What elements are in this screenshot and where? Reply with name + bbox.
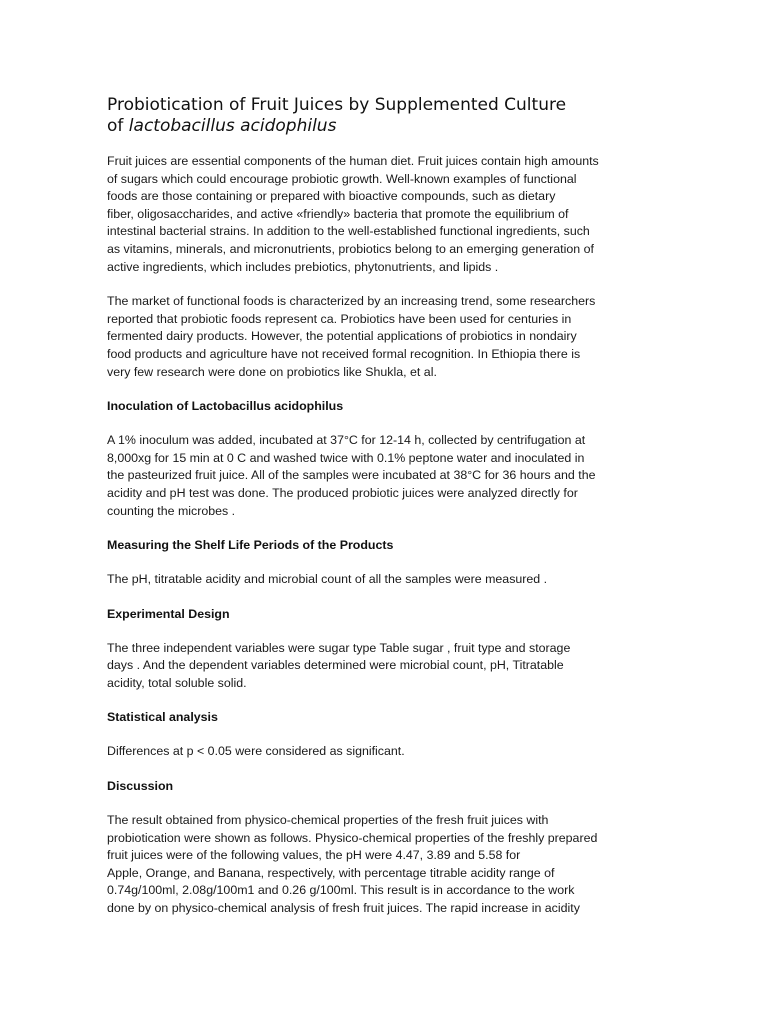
text-line: days . And the dependent variables determined were microbial count, pH, Titratable bbox=[107, 658, 564, 673]
title-line-2 bbox=[107, 116, 659, 137]
text-line: very few research were done on probiotics like Shukla, et al. bbox=[107, 364, 437, 379]
heading-shelf-life: Measuring the Shelf Life Periods of the Products bbox=[107, 538, 394, 553]
text-line: active ingredients, which includes prebiotics, phytonutrients, and lipids . bbox=[107, 259, 499, 274]
market-paragraph bbox=[107, 293, 659, 381]
heading-inoculation: Inoculation of Lactobacillus acidophilus bbox=[107, 399, 344, 414]
text-line: 0.74g/100ml, 2.08g/100m1 and 0.26 g/100ml. This result is in accordance to the work bbox=[107, 883, 575, 898]
text-line: probiotication were shown as follows. Physico-chemical properties of the freshly prepared bbox=[107, 830, 598, 845]
text-line: Fruit juices are essential components of the human diet. Fruit juices contain high amounts bbox=[107, 154, 599, 168]
document-content bbox=[107, 95, 659, 935]
design-paragraph bbox=[107, 640, 659, 693]
text-line: reported that probiotic foods represent ca. Probiotics have been used for centuries in bbox=[107, 311, 572, 326]
heading-statistical-analysis: Statistical analysis bbox=[107, 710, 218, 725]
text-line: intestinal bacterial strains. In addition to the well-established functional ingredients, such bbox=[107, 224, 590, 239]
text-line: The pH, titratable acidity and microbial count of all the samples were measured . bbox=[107, 572, 548, 587]
heading-experimental-design: Experimental Design bbox=[107, 606, 230, 621]
text-line: fermented dairy products. However, the potential applications of probiotics in nondairy bbox=[107, 329, 577, 344]
text-line: foods are those containing or prepared with bioactive compounds, such as dietary bbox=[107, 189, 556, 204]
title-prefix: of bbox=[107, 116, 129, 136]
text-line: 8,000xg for 15 min at 0 C and washed twice with 0.1% peptone water and inoculated in bbox=[107, 450, 585, 465]
text-line: acidity and pH test was done. The produced probiotic juices were analyzed directly for bbox=[107, 485, 578, 500]
text-line: The market of functional foods is characterized by an increasing trend, some researchers bbox=[107, 294, 596, 309]
text-line: the pasteurized fruit juice. All of the samples were incubated at 38°C for 36 hours and the bbox=[107, 468, 596, 483]
text-line: fiber, oligosaccharides, and active «friendly» bacteria that promote the equilibrium of bbox=[107, 206, 569, 221]
text-line: food products and agriculture have not received formal recognition. In Ethiopia there is bbox=[107, 346, 581, 361]
title-line-1: Probiotication of Fruit Juices by Supplemented Culture bbox=[107, 95, 567, 115]
text-line: The result obtained from physico-chemical properties of the fresh fruit juices with bbox=[107, 813, 549, 828]
statistics-paragraph bbox=[107, 743, 659, 761]
document-title bbox=[107, 95, 659, 137]
text-line: counting the microbes . bbox=[107, 503, 236, 518]
inoculation-paragraph bbox=[107, 432, 659, 520]
text-line: Apple, Orange, and Banana, respectively, with percentage titrable acidity range of bbox=[107, 865, 555, 880]
text-line: Differences at p < 0.05 were considered as significant. bbox=[107, 744, 405, 759]
text-line: A 1% inoculum was added, incubated at 37°C for 12-14 h, collected by centrifugation at bbox=[107, 433, 586, 448]
heading-discussion: Discussion bbox=[107, 779, 174, 794]
text-line: of sugars which could encourage probiotic growth. Well-known examples of functional bbox=[107, 171, 577, 186]
text-line: done by on physico-chemical analysis of fresh fruit juices. The rapid increase in acidity bbox=[107, 901, 580, 916]
text-line: The three independent variables were sugar type Table sugar , fruit type and storage bbox=[107, 640, 571, 655]
title-organism: lactobacillus acidophilus bbox=[128, 116, 337, 136]
shelf-life-paragraph bbox=[107, 571, 659, 589]
text-line: as vitamins, minerals, and micronutrients, probiotics belong to an emerging generation of bbox=[107, 241, 594, 256]
intro-paragraph bbox=[107, 153, 659, 276]
text-line: acidity, total soluble solid. bbox=[107, 675, 247, 690]
text-line: fruit juices were of the following values, the pH were 4.47, 3.89 and 5.58 for bbox=[107, 848, 521, 863]
discussion-paragraph bbox=[107, 812, 659, 918]
